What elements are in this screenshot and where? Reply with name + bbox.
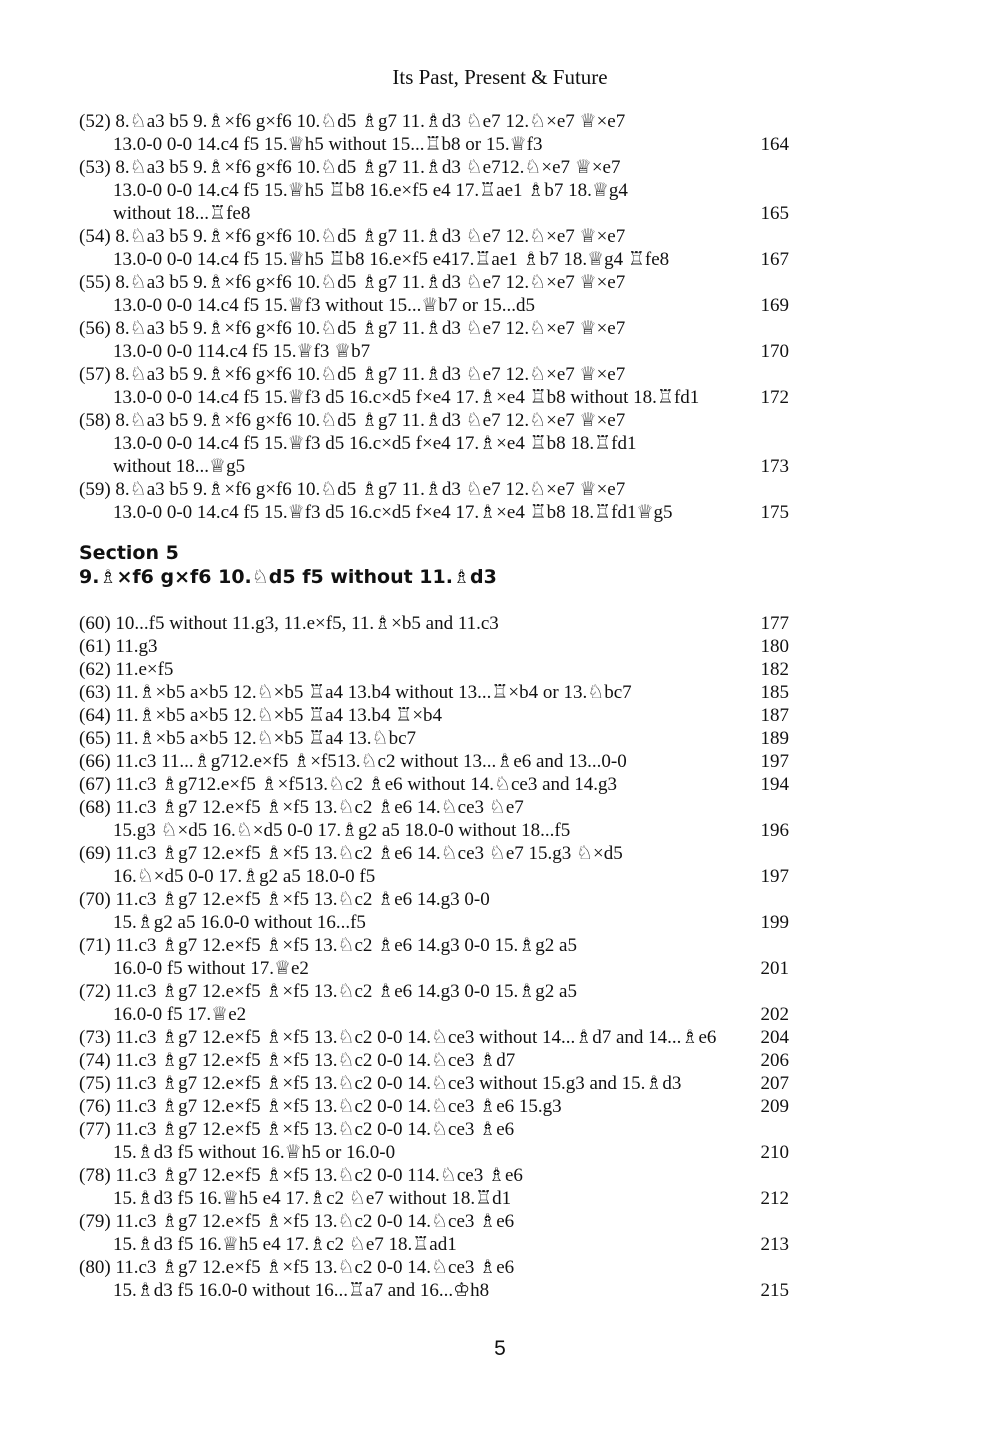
entry-line: (52) 8.♘a3 b5 9.♗×f6 g×f6 10.♘d5 ♗g7 11.♗d3 ♘e7 12.♘×e7 ♕×e7	[79, 111, 626, 132]
entry-line: (54) 8.♘a3 b5 9.♗×f6 g×f6 10.♘d5 ♗g7 11.♗d3 ♘e7 12.♘×e7 ♕×e7	[79, 226, 626, 247]
entry-line: (70) 11.c3 ♗g7 12.e×f5 ♗×f5 13.♘c2 ♗e6 14.g3 0-0	[79, 889, 490, 910]
entry-page-number: 209	[760, 1096, 789, 1117]
entry-continuation-line: without 18...♖fe8	[113, 203, 251, 224]
entry-line: (55) 8.♘a3 b5 9.♗×f6 g×f6 10.♘d5 ♗g7 11.♗d3 ♘e7 12.♘×e7 ♕×e7	[79, 272, 626, 293]
contents-entry	[79, 727, 789, 750]
contents-entry	[79, 363, 789, 409]
contents-entry	[79, 156, 789, 225]
entry-page-number: 204	[760, 1027, 789, 1048]
entry-line: (69) 11.c3 ♗g7 12.e×f5 ♗×f5 13.♘c2 ♗e6 14.♘ce3 ♘e7 15.g3 ♘×d5	[79, 843, 623, 864]
entry-line: (80) 11.c3 ♗g7 12.e×f5 ♗×f5 13.♘c2 0-0 14.♘ce3 ♗e6	[79, 1257, 515, 1278]
entry-page-number: 170	[760, 341, 789, 362]
page-number: 5	[494, 1337, 506, 1360]
entry-page-number: 164	[760, 134, 789, 155]
entry-continuation-line: 13.0-0 0-0 14.c4 f5 15.♕h5 without 15...♖b8 or 15.♕f3	[113, 134, 543, 155]
entry-line: (56) 8.♘a3 b5 9.♗×f6 g×f6 10.♘d5 ♗g7 11.♗d3 ♘e7 12.♘×e7 ♕×e7	[79, 318, 626, 339]
contents-entry	[79, 934, 789, 980]
entry-line: (65) 11.♗×b5 a×b5 12.♘×b5 ♖a4 13.♘bc7	[79, 728, 417, 749]
entry-page-number: 199	[760, 912, 789, 933]
entry-page-number: 173	[760, 456, 789, 477]
contents-entry	[79, 110, 789, 156]
entry-line: (62) 11.e×f5	[79, 659, 174, 680]
entry-line: (68) 11.c3 ♗g7 12.e×f5 ♗×f5 13.♘c2 ♗e6 14.♘ce3 ♘e7	[79, 797, 524, 818]
entry-page-number: 215	[760, 1280, 789, 1301]
contents-entry	[79, 1072, 789, 1095]
entry-continuation-line: 15.♗d3 f5 16.♕h5 e4 17.♗c2 ♘e7 without 18.♖d1	[113, 1188, 512, 1209]
entry-line: (63) 11.♗×b5 a×b5 12.♘×b5 ♖a4 13.b4 without 13...♖×b4 or 13.♘bc7	[79, 682, 632, 703]
entry-continuation-line: 13.0-0 0-0 14.c4 f5 15.♕f3 without 15...♕b7 or 15...d5	[113, 295, 535, 316]
contents-entry	[79, 612, 789, 635]
entry-continuation-line: 15.♗d3 f5 16.0-0 without 16...♖a7 and 16...♔h8	[113, 1280, 490, 1301]
entry-page-number: 197	[760, 751, 789, 772]
entry-continuation-line: 16.0-0 f5 17.♕e2	[113, 1004, 247, 1025]
contents-entry	[79, 704, 789, 727]
entry-continuation-line: 13.0-0 0-0 14.c4 f5 15.♕h5 ♖b8 16.e×f5 e4 17.♖ae1 ♗b7 18.♕g4	[113, 180, 628, 201]
entry-page-number: 189	[760, 728, 789, 749]
entry-line: (64) 11.♗×b5 a×b5 12.♘×b5 ♖a4 13.b4 ♖×b4	[79, 705, 443, 726]
entry-line: (76) 11.c3 ♗g7 12.e×f5 ♗×f5 13.♘c2 0-0 14.♘ce3 ♗e6 15.g3	[79, 1096, 562, 1117]
contents-entry	[79, 1095, 789, 1118]
entry-line: (57) 8.♘a3 b5 9.♗×f6 g×f6 10.♘d5 ♗g7 11.♗d3 ♘e7 12.♘×e7 ♕×e7	[79, 364, 626, 385]
entry-page-number: 212	[760, 1188, 789, 1209]
contents-entry	[79, 225, 789, 271]
contents-entry	[79, 317, 789, 363]
entry-page-number: 175	[760, 502, 789, 523]
entry-continuation-line: 13.0-0 0-0 14.c4 f5 15.♕f3 d5 16.c×d5 f×e4 17.♗×e4 ♖b8 18.♖fd1♕g5	[113, 502, 673, 523]
entry-continuation-line: 15.♗g2 a5 16.0-0 without 16...f5	[113, 912, 366, 933]
running-header: Its Past, Present & Future	[392, 65, 608, 89]
contents-entry	[79, 635, 789, 658]
entry-page-number: 165	[760, 203, 789, 224]
entry-continuation-line: 16.♘×d5 0-0 17.♗g2 a5 18.0-0 f5	[113, 866, 376, 887]
contents-entry	[79, 1210, 789, 1256]
contents-entry	[79, 658, 789, 681]
entry-continuation-line: 13.0-0 0-0 14.c4 f5 15.♕f3 d5 16.c×d5 f×e4 17.♗×e4 ♖b8 without 18.♖fd1	[113, 387, 700, 408]
contents-entry	[79, 409, 789, 478]
entry-line: (67) 11.c3 ♗g712.e×f5 ♗×f513.♘c2 ♗e6 without 14.♘ce3 and 14.g3	[79, 774, 618, 795]
entry-page-number: 185	[760, 682, 789, 703]
entry-page-number: 182	[760, 659, 789, 680]
entry-line: (72) 11.c3 ♗g7 12.e×f5 ♗×f5 13.♘c2 ♗e6 14.g3 0-0 15.♗g2 a5	[79, 981, 577, 1002]
entry-page-number: 210	[760, 1142, 789, 1163]
entry-continuation-line: 16.0-0 f5 without 17.♕e2	[113, 958, 309, 979]
entry-page-number: 180	[760, 636, 789, 657]
section-heading-block	[79, 541, 497, 589]
entry-line: (71) 11.c3 ♗g7 12.e×f5 ♗×f5 13.♘c2 ♗e6 14.g3 0-0 15.♗g2 a5	[79, 935, 577, 956]
entry-line: (53) 8.♘a3 b5 9.♗×f6 g×f6 10.♘d5 ♗g7 11.♗d3 ♘e712.♘×e7 ♕×e7	[79, 157, 621, 178]
contents-entry	[79, 796, 789, 842]
entry-page-number: 213	[760, 1234, 789, 1255]
entry-line: (74) 11.c3 ♗g7 12.e×f5 ♗×f5 13.♘c2 0-0 14.♘ce3 ♗d7	[79, 1050, 516, 1071]
entry-continuation-line: 15.♗d3 f5 without 16.♕h5 or 16.0-0	[113, 1142, 396, 1163]
contents-entry	[79, 1118, 789, 1164]
entry-page-number: 202	[760, 1004, 789, 1025]
contents-entry	[79, 888, 789, 934]
entry-page-number: 201	[760, 958, 789, 979]
contents-entry	[79, 1164, 789, 1210]
entry-continuation-line: 15.♗d3 f5 16.♕h5 e4 17.♗c2 ♘e7 18.♖ad1	[113, 1234, 457, 1255]
contents-entry	[79, 750, 789, 773]
entry-page-number: 177	[760, 613, 789, 634]
entry-line: (58) 8.♘a3 b5 9.♗×f6 g×f6 10.♘d5 ♗g7 11.♗d3 ♘e7 12.♘×e7 ♕×e7	[79, 410, 626, 431]
contents-list-variations-60-80	[79, 612, 789, 1302]
contents-entry	[79, 1256, 789, 1302]
contents-entry	[79, 1026, 789, 1049]
section-subtitle: 9.♗×f6 g×f6 10.♘d5 f5 without 11.♗d3	[79, 566, 497, 588]
contents-entry	[79, 773, 789, 796]
contents-list-variations-52-59	[79, 110, 789, 524]
entry-line: (60) 10...f5 without 11.g3, 11.e×f5, 11.♗×b5 and 11.c3	[79, 613, 499, 634]
entry-line: (73) 11.c3 ♗g7 12.e×f5 ♗×f5 13.♘c2 0-0 14.♘ce3 without 14...♗d7 and 14...♗e6	[79, 1027, 717, 1048]
entry-line: (79) 11.c3 ♗g7 12.e×f5 ♗×f5 13.♘c2 0-0 14.♘ce3 ♗e6	[79, 1211, 515, 1232]
contents-entry	[79, 271, 789, 317]
entry-page-number: 197	[760, 866, 789, 887]
entry-continuation-line: 13.0-0 0-0 114.c4 f5 15.♕f3 ♕b7	[113, 341, 371, 362]
entry-line: (78) 11.c3 ♗g7 12.e×f5 ♗×f5 13.♘c2 0-0 114.♘ce3 ♗e6	[79, 1165, 523, 1186]
entry-continuation-line: 15.g3 ♘×d5 16.♘×d5 0-0 17.♗g2 a5 18.0-0 without 18...f5	[113, 820, 571, 841]
entry-page-number: 172	[760, 387, 789, 408]
entry-line: (77) 11.c3 ♗g7 12.e×f5 ♗×f5 13.♘c2 0-0 14.♘ce3 ♗e6	[79, 1119, 515, 1140]
entry-continuation-line: without 18...♕g5	[113, 456, 246, 477]
section-title: Section 5	[79, 542, 179, 564]
entry-line: (59) 8.♘a3 b5 9.♗×f6 g×f6 10.♘d5 ♗g7 11.♗d3 ♘e7 12.♘×e7 ♕×e7	[79, 479, 626, 500]
entry-page-number: 169	[760, 295, 789, 316]
contents-entry	[79, 980, 789, 1026]
contents-entry	[79, 1049, 789, 1072]
contents-entry	[79, 681, 789, 704]
entry-continuation-line: 13.0-0 0-0 14.c4 f5 15.♕f3 d5 16.c×d5 f×e4 17.♗×e4 ♖b8 18.♖fd1	[113, 433, 637, 454]
contents-entry	[79, 478, 789, 524]
entry-page-number: 207	[760, 1073, 789, 1094]
entry-page-number: 187	[760, 705, 789, 726]
contents-entry	[79, 842, 789, 888]
entry-page-number: 194	[760, 774, 789, 795]
entry-line: (61) 11.g3	[79, 636, 158, 657]
entry-page-number: 167	[760, 249, 789, 270]
entry-line: (75) 11.c3 ♗g7 12.e×f5 ♗×f5 13.♘c2 0-0 14.♘ce3 without 15.g3 and 15.♗d3	[79, 1073, 682, 1094]
entry-continuation-line: 13.0-0 0-0 14.c4 f5 15.♕h5 ♖b8 16.e×f5 e417.♖ae1 ♗b7 18.♕g4 ♖fe8	[113, 249, 670, 270]
entry-page-number: 206	[760, 1050, 789, 1071]
entry-page-number: 196	[760, 820, 789, 841]
entry-line: (66) 11.c3 11...♗g712.e×f5 ♗×f513.♘c2 without 13...♗e6 and 13...0-0	[79, 751, 627, 772]
